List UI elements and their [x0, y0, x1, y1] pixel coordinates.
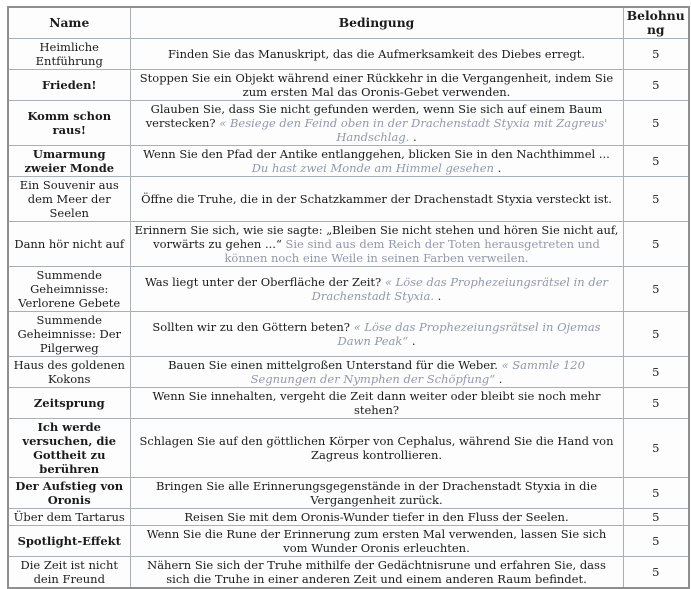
table-body [8, 39, 689, 589]
achievement-name: Haus des goldenen Kokons [8, 357, 130, 388]
condition-text: Bringen Sie alle Erinnerungsgegenstände in der Drachenstadt Styxia in die Vergangenheit zurück. [155, 479, 598, 507]
table-row [8, 526, 689, 557]
table-row [8, 357, 689, 388]
table-row [8, 388, 689, 419]
achievement-reward: 5 [623, 101, 689, 146]
condition-text: Finden Sie das Manuskript, das die Aufmerksamkeit des Diebes erregt. [167, 47, 586, 61]
table-header [8, 7, 689, 39]
achievement-condition [130, 39, 623, 70]
condition-text: . [412, 130, 417, 144]
flavor-text: « Sammle 120 Segnungen der Nymphen der Schöpfung“ [250, 358, 585, 386]
achievement-condition [130, 557, 623, 589]
condition-text: Öffne die Truhe, die in der Schatzkammer der Drachenstadt Styxia versteckt ist. [141, 192, 612, 206]
condition-text: . [498, 372, 503, 386]
condition-text: Was liegt unter der Oberfläche der Zeit? [144, 275, 385, 289]
achievement-reward: 5 [623, 388, 689, 419]
achievement-reward: 5 [623, 357, 689, 388]
table-row [8, 419, 689, 478]
achievement-name: Umarmung zweier Monde [8, 146, 130, 177]
achievement-reward: 5 [623, 39, 689, 70]
condition-text: . [497, 161, 502, 175]
achievement-name: Spotlight-Effekt [8, 526, 130, 557]
achievement-condition [130, 509, 623, 526]
achievement-condition [130, 419, 623, 478]
achievement-reward: 5 [623, 177, 689, 222]
table-row [8, 101, 689, 146]
achievement-condition [130, 267, 623, 312]
table-row [8, 70, 689, 101]
condition-text: Bauen Sie einen mittelgroßen Unterstand für die Weber. [168, 358, 502, 372]
achievements-table [7, 6, 690, 589]
condition-text: . [411, 334, 416, 348]
achievement-condition [130, 222, 623, 267]
column-header-condition: Bedingung [130, 7, 623, 39]
header-row [8, 7, 689, 39]
condition-text: Nähern Sie sich der Truhe mithilfe der Gedächtnisrune und erfahren Sie, dass sich die Truhe in einer anderen Zeit und einem anderen Raum befindet. [147, 558, 606, 586]
condition-text: Glauben Sie, dass Sie nicht gefunden werden, wenn Sie sich auf einem Baum verstecken? [145, 102, 603, 130]
condition-text: Stoppen Sie ein Objekt während einer Rückkehr in die Vergangenheit, indem Sie zum ersten Mal das Oronis-Gebet verwenden. [139, 71, 614, 99]
achievement-reward: 5 [623, 70, 689, 101]
achievement-reward: 5 [623, 222, 689, 267]
condition-text: Wenn Sie innehalten, vergeht die Zeit dann weiter oder bleibt sie noch mehr stehen? [152, 389, 601, 417]
achievement-reward: 5 [623, 267, 689, 312]
table-row [8, 39, 689, 70]
achievement-condition [130, 146, 623, 177]
table-row [8, 478, 689, 509]
achievement-name: Frieden! [8, 70, 130, 101]
table-row [8, 557, 689, 589]
condition-text: . [437, 289, 442, 303]
achievement-name: Ein Souvenir aus dem Meer der Seelen [8, 177, 130, 222]
achievement-name: Der Aufstieg von Oronis [8, 478, 130, 509]
achievement-name: Dann hör nicht auf [8, 222, 130, 267]
flavor-text: Du hast zwei Monde am Himmel gesehen [251, 161, 498, 175]
flavor-text: Sie sind aus dem Reich der Toten herausgetreten und können noch eine Weile in seinen Farben verweilen. [224, 237, 600, 265]
achievement-name: Komm schon raus! [8, 101, 130, 146]
flavor-text: « Löse das Prophezeiungsrätsel in der Drachenstadt Styxia. [311, 275, 609, 303]
condition-text: Wenn Sie die Rune der Erinnerung zum ersten Mal verwenden, lassen Sie sich vom Wunder Oronis erleuchten. [146, 527, 607, 555]
achievement-condition [130, 388, 623, 419]
achievement-reward: 5 [623, 509, 689, 526]
achievement-reward: 5 [623, 312, 689, 357]
achievement-name: Ich werde versuchen, die Gottheit zu berühren [8, 419, 130, 478]
achievement-name: Summende Geheimnisse: Der Pilgerweg [8, 312, 130, 357]
achievement-condition [130, 177, 623, 222]
column-header-reward: Belohnung [623, 7, 689, 39]
condition-text: Wenn Sie den Pfad der Antike entlanggehen, blicken Sie in den Nachthimmel ... [143, 147, 610, 161]
condition-text: Erinnern Sie sich, wie sie sagte: „Bleiben Sie nicht stehen und hören Sie nicht auf, vorwärts zu gehen ...“ [134, 223, 619, 251]
table-row [8, 509, 689, 526]
table-row [8, 312, 689, 357]
achievement-reward: 5 [623, 419, 689, 478]
column-header-name: Name [8, 7, 130, 39]
flavor-text: « Löse das Prophezeiungsrätsel in Ojemas Dawn Peak“ [337, 320, 601, 348]
achievement-name: Die Zeit ist nicht dein Freund [8, 557, 130, 589]
table-row [8, 267, 689, 312]
flavor-text: « Besiege den Feind oben in der Drachenstadt Styxia mit Zagreus' Handschlag. [219, 116, 608, 144]
achievement-name: Heimliche Entführung [8, 39, 130, 70]
achievement-condition [130, 70, 623, 101]
achievement-condition [130, 312, 623, 357]
condition-text: Reisen Sie mit dem Oronis-Wunder tiefer in den Fluss der Seelen. [184, 510, 569, 524]
achievement-condition [130, 526, 623, 557]
achievement-condition [130, 101, 623, 146]
achievement-condition [130, 478, 623, 509]
achievement-name: Summende Geheimnisse: Verlorene Gebete [8, 267, 130, 312]
table-row [8, 146, 689, 177]
condition-text: Sollten wir zu den Göttern beten? [152, 320, 354, 334]
achievement-name: Zeitsprung [8, 388, 130, 419]
achievement-reward: 5 [623, 526, 689, 557]
condition-text: Schlagen Sie auf den göttlichen Körper von Cephalus, während Sie die Hand von Zagreus kontrollieren. [139, 434, 614, 462]
achievement-reward: 5 [623, 557, 689, 589]
table-row [8, 222, 689, 267]
table-row [8, 177, 689, 222]
achievement-reward: 5 [623, 146, 689, 177]
achievement-name: Über dem Tartarus [8, 509, 130, 526]
achievements-page [7, 6, 690, 589]
achievement-reward: 5 [623, 478, 689, 509]
achievement-condition [130, 357, 623, 388]
